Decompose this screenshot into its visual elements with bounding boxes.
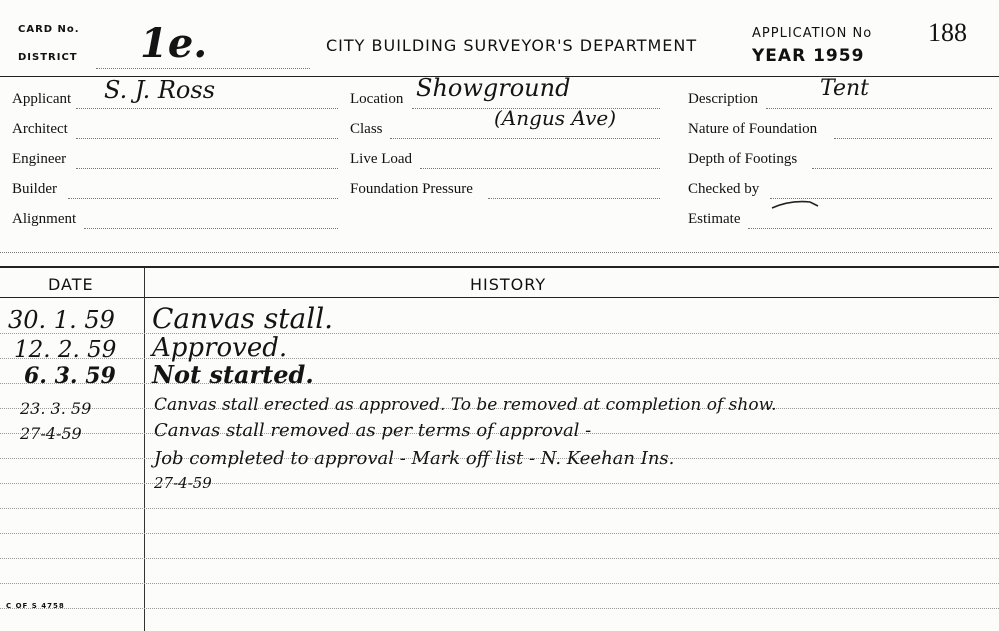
date-column-divider: [144, 268, 145, 631]
history-text: Canvas stall.: [152, 302, 334, 335]
architect-line: [76, 138, 338, 139]
history-date: 23. 3. 59: [20, 399, 92, 418]
builder-line: [68, 198, 338, 199]
history-top-rule: [0, 266, 999, 268]
nature-foundation-line: [834, 138, 992, 139]
nature-foundation-label: Nature of Foundation: [688, 121, 818, 137]
district-label: DISTRICT: [18, 52, 78, 63]
estimate-line: [748, 228, 992, 229]
applicant-value: S. J. Ross: [104, 76, 216, 104]
history-date: 6. 3. 59: [24, 363, 116, 389]
history-text: Approved.: [152, 333, 288, 363]
history-date: 12. 2. 59: [14, 337, 117, 363]
fields-bottom-line: [0, 252, 999, 253]
district-line: [96, 68, 310, 69]
history-text: Not started.: [152, 360, 314, 389]
history-rule: [0, 508, 999, 509]
history-rule: [0, 383, 999, 384]
foundation-pressure-label: Foundation Pressure: [350, 181, 473, 197]
location-label: Location: [350, 91, 404, 107]
live-load-line: [420, 168, 660, 169]
applicant-line: [76, 108, 338, 109]
history-header-rule: [0, 297, 999, 298]
history-rule: [0, 358, 999, 359]
class-line: [390, 138, 660, 139]
depth-footings-line: [812, 168, 992, 169]
engineer-label: Engineer: [12, 151, 67, 167]
history-rule: [0, 333, 999, 334]
engineer-line: [76, 168, 338, 169]
alignment-line: [84, 228, 338, 229]
checked-mark: [770, 198, 830, 212]
history-text: Job completed to approval - Mark off list - N. Keehan Ins.: [154, 448, 675, 469]
description-label: Description: [688, 91, 758, 107]
card-no-label: CARD No.: [18, 24, 80, 35]
date-header: DATE: [48, 275, 94, 294]
applicant-label: Applicant: [12, 91, 72, 107]
depth-footings-label: Depth of Footings: [688, 151, 798, 167]
history-text: 27-4-59: [154, 474, 212, 492]
history-rule: [0, 483, 999, 484]
history-rule: [0, 533, 999, 534]
foundation-pressure-line: [488, 198, 660, 199]
district-value: 1e.: [140, 20, 208, 67]
builder-label: Builder: [12, 181, 57, 197]
form-code: C OF S 4758: [6, 602, 65, 610]
history-text: Canvas stall removed as per terms of approval -: [154, 420, 592, 441]
department-title: CITY BUILDING SURVEYOR'S DEPARTMENT: [326, 36, 698, 55]
history-date: 27-4-59: [20, 424, 82, 443]
history-text: Canvas stall erected as approved. To be removed at completion of show.: [154, 395, 777, 415]
application-label: APPLICATION No: [752, 26, 873, 41]
history-rule: [0, 558, 999, 559]
live-load-label: Live Load: [350, 151, 413, 167]
class-label: Class: [350, 121, 383, 137]
location-value: Showground: [416, 74, 571, 102]
year-label: YEAR 1959: [752, 46, 865, 66]
class-value: (Angus Ave): [494, 106, 617, 130]
estimate-label: Estimate: [688, 211, 741, 227]
description-value: Tent: [820, 76, 869, 101]
history-date: 30. 1. 59: [8, 306, 115, 334]
history-header: HISTORY: [470, 275, 547, 294]
architect-label: Architect: [12, 121, 68, 137]
alignment-label: Alignment: [12, 211, 77, 227]
history-rule: [0, 608, 999, 609]
application-number: 188: [928, 18, 967, 47]
description-line: [766, 108, 992, 109]
history-rule: [0, 583, 999, 584]
checked-by-label: Checked by: [688, 181, 760, 197]
